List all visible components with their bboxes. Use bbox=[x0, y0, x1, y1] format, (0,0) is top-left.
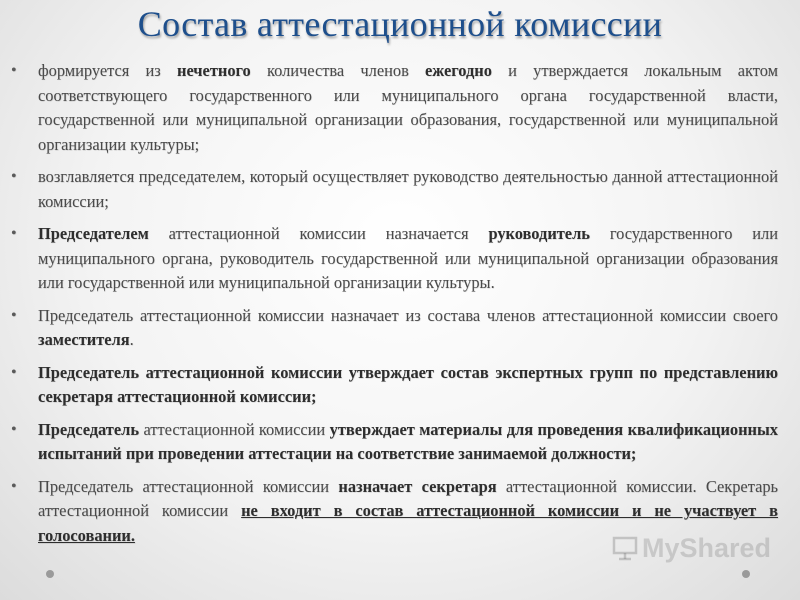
bullet-item-1 bbox=[38, 59, 778, 157]
bullet-text: количества членов bbox=[250, 61, 426, 80]
bullet-text-bold: руководитель bbox=[488, 224, 590, 243]
bullet-text: Председатель аттестационной комиссии назначает из состава членов аттестационной комиссии своего bbox=[38, 305, 778, 325]
decorative-dot-left bbox=[46, 570, 54, 578]
bullet-text: возглавляется председателем, который осуществляет руководство деятельностью данной аттестационной комиссии; bbox=[38, 167, 778, 211]
bullet-text: и утверждается локальным актом соответствующего государственного или муниципального органа государственной власти, государственной или муниципальной организации образования, государственной или муниципальной организации культуры; bbox=[38, 61, 778, 154]
bullet-list bbox=[38, 59, 778, 556]
bullet-item-7 bbox=[38, 475, 778, 549]
bullet-text-bold: назначает секретаря bbox=[338, 476, 497, 496]
bullet-item-6 bbox=[38, 418, 778, 467]
bullet-text: формируется из bbox=[38, 61, 177, 80]
watermark-text: MyShared bbox=[642, 532, 772, 563]
bullet-text-bold: Председатель аттестационной комиссии утверждает состав экспертных групп по представлению секретаря аттестационной комиссии; bbox=[38, 362, 778, 406]
bullet-item-2 bbox=[38, 165, 778, 214]
bullet-text: аттестационной комиссии. Секретарь аттестационной комиссии bbox=[38, 476, 779, 520]
bullet-text: аттестационной комиссии назначается bbox=[148, 224, 489, 243]
bullet-item-3 bbox=[38, 222, 778, 296]
slide-title: Состав аттестационной комиссии bbox=[137, 4, 663, 44]
bullet-text: государственного или муниципального органа, руководитель государственной или муниципальной организации образования или государственной или муниципальной организации культуры. bbox=[38, 224, 778, 292]
bullet-text-bold: нечетного bbox=[177, 61, 251, 80]
bullet-text-underlined: не входит в состав аттестационной комиссии и не участвует в голосовании. bbox=[38, 501, 779, 545]
bullet-text-bold: ежегодно bbox=[425, 61, 492, 80]
bullet-text-bold: утверждает материалы для проведения квалификационных испытаний при проведении аттестации на соответствие занимаемой должности; bbox=[38, 419, 778, 463]
bullet-text-bold: заместителя bbox=[38, 330, 130, 349]
bullet-text: аттестационной комиссии bbox=[139, 419, 330, 439]
bullet-text-bold: Председателем bbox=[38, 224, 149, 243]
decorative-dot-right bbox=[742, 570, 750, 578]
bullet-text: . bbox=[129, 330, 134, 349]
bullet-text: Председатель аттестационной комиссии bbox=[38, 476, 339, 496]
bullet-item-4 bbox=[38, 304, 778, 353]
bullet-item-5 bbox=[38, 361, 778, 410]
bullet-text-bold: Председатель bbox=[38, 419, 140, 439]
